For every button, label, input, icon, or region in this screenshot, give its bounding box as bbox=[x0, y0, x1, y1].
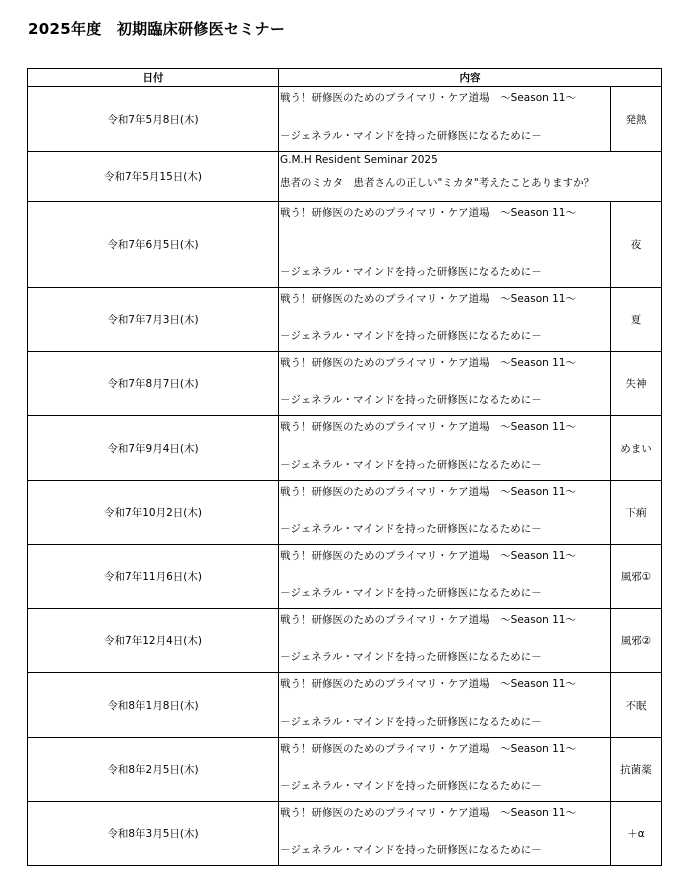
session-topic: 風邪① bbox=[611, 545, 662, 609]
table-row bbox=[28, 738, 662, 802]
session-date: 令和7年12月4日(木) bbox=[28, 609, 279, 673]
session-subtitle: －ジェネラル・マインドを持った研修医になるために－ bbox=[280, 651, 542, 663]
session-title: 戦う！研修医のためのプライマリ・ケア道場 ～Season 11～ bbox=[280, 421, 576, 433]
session-subtitle: －ジェネラル・マインドを持った研修医になるために－ bbox=[280, 394, 542, 406]
session-title: 戦う！研修医のためのプライマリ・ケア道場 ～Season 11～ bbox=[280, 550, 576, 562]
session-date: 令和7年5月8日(木) bbox=[28, 87, 279, 152]
session-content bbox=[279, 352, 611, 416]
page-title: 2025年度 初期臨床研修医セミナー bbox=[28, 20, 286, 38]
session-subtitle: －ジェネラル・マインドを持った研修医になるために－ bbox=[280, 266, 542, 278]
session-topic: ＋α bbox=[611, 802, 662, 866]
session-subtitle: －ジェネラル・マインドを持った研修医になるために－ bbox=[280, 716, 542, 728]
session-content bbox=[279, 738, 611, 802]
session-topic: 夜 bbox=[611, 202, 662, 288]
table-row bbox=[28, 152, 662, 202]
table-row bbox=[28, 288, 662, 352]
session-date: 令和7年10月2日(木) bbox=[28, 481, 279, 545]
session-subtitle: －ジェネラル・マインドを持った研修医になるために－ bbox=[280, 130, 542, 142]
session-subtitle: 患者のミカタ 患者さんの正しい"ミカタ"考えたことありますか？ bbox=[280, 177, 595, 189]
session-date: 令和7年6月5日(木) bbox=[28, 202, 279, 288]
session-topic: 風邪② bbox=[611, 609, 662, 673]
session-topic: 不眠 bbox=[611, 673, 662, 738]
session-content bbox=[279, 87, 611, 152]
table-row bbox=[28, 609, 662, 673]
session-content bbox=[279, 288, 611, 352]
table-row bbox=[28, 352, 662, 416]
session-content bbox=[279, 802, 611, 866]
session-title: 戦う！研修医のためのプライマリ・ケア道場 ～Season 11～ bbox=[280, 614, 576, 626]
session-content bbox=[279, 545, 611, 609]
table-row bbox=[28, 802, 662, 866]
session-date: 令和7年11月6日(木) bbox=[28, 545, 279, 609]
session-title: 戦う！研修医のためのプライマリ・ケア道場 ～Season 11～ bbox=[280, 207, 576, 219]
table-row bbox=[28, 416, 662, 481]
session-title: G.M.H Resident Seminar 2025 bbox=[280, 154, 438, 166]
session-content bbox=[279, 416, 611, 481]
session-date: 令和8年3月5日(木) bbox=[28, 802, 279, 866]
session-title: 戦う！研修医のためのプライマリ・ケア道場 ～Season 11～ bbox=[280, 357, 576, 369]
session-subtitle: －ジェネラル・マインドを持った研修医になるために－ bbox=[280, 780, 542, 792]
session-date: 令和8年2月5日(木) bbox=[28, 738, 279, 802]
session-subtitle: －ジェネラル・マインドを持った研修医になるために－ bbox=[280, 587, 542, 599]
session-date: 令和7年9月4日(木) bbox=[28, 416, 279, 481]
session-content bbox=[279, 673, 611, 738]
session-title: 戦う！研修医のためのプライマリ・ケア道場 ～Season 11～ bbox=[280, 92, 576, 104]
session-subtitle: －ジェネラル・マインドを持った研修医になるために－ bbox=[280, 459, 542, 471]
date-column-header: 日付 bbox=[28, 69, 279, 87]
session-title: 戦う！研修医のためのプライマリ・ケア道場 ～Season 11～ bbox=[280, 807, 576, 819]
session-topic: 抗菌薬 bbox=[611, 738, 662, 802]
session-topic: 夏 bbox=[611, 288, 662, 352]
session-subtitle: －ジェネラル・マインドを持った研修医になるために－ bbox=[280, 523, 542, 535]
session-content bbox=[279, 202, 611, 288]
table-header-row bbox=[28, 69, 662, 87]
table-row bbox=[28, 545, 662, 609]
session-date: 令和7年8月7日(木) bbox=[28, 352, 279, 416]
session-title: 戦う！研修医のためのプライマリ・ケア道場 ～Season 11～ bbox=[280, 486, 576, 498]
session-date: 令和8年1月8日(木) bbox=[28, 673, 279, 738]
session-content bbox=[279, 481, 611, 545]
session-date: 令和7年5月15日(木) bbox=[28, 152, 279, 202]
session-topic: めまい bbox=[611, 416, 662, 481]
table-row bbox=[28, 202, 662, 288]
session-topic: 失神 bbox=[611, 352, 662, 416]
session-title: 戦う！研修医のためのプライマリ・ケア道場 ～Season 11～ bbox=[280, 678, 576, 690]
session-topic: 下痢 bbox=[611, 481, 662, 545]
session-title: 戦う！研修医のためのプライマリ・ケア道場 ～Season 11～ bbox=[280, 743, 576, 755]
session-subtitle: －ジェネラル・マインドを持った研修医になるために－ bbox=[280, 330, 542, 342]
session-topic: 発熱 bbox=[611, 87, 662, 152]
session-content bbox=[279, 152, 662, 202]
session-subtitle: －ジェネラル・マインドを持った研修医になるために－ bbox=[280, 844, 542, 856]
content-column-header: 内容 bbox=[279, 69, 662, 87]
table-row bbox=[28, 673, 662, 738]
seminar-schedule-table bbox=[27, 68, 662, 866]
table-row bbox=[28, 481, 662, 545]
session-content bbox=[279, 609, 611, 673]
session-title: 戦う！研修医のためのプライマリ・ケア道場 ～Season 11～ bbox=[280, 293, 576, 305]
table-row bbox=[28, 87, 662, 152]
session-date: 令和7年7月3日(木) bbox=[28, 288, 279, 352]
